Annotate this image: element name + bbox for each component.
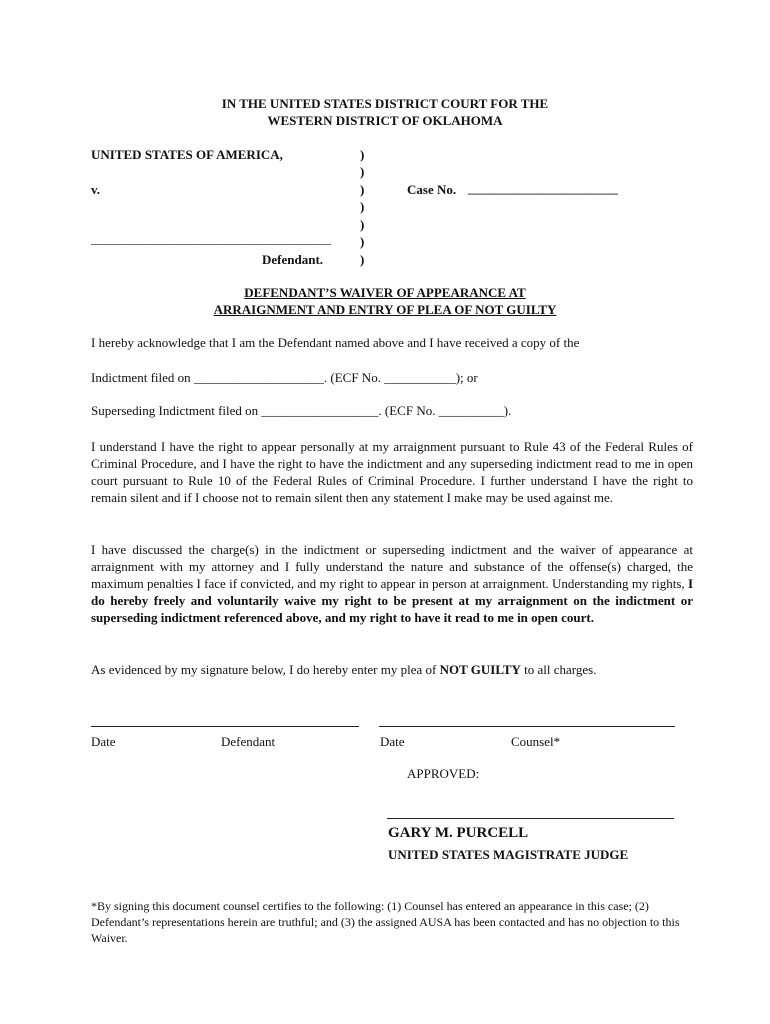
waiver-paragraph-text: I have discussed the charge(s) in the indictment or superseding indictment and the waiver of appearance at arraignment with my attorney and I fully understand the nature and substance of the offense(s) charged, the maximum penalties I face if convicted, and my right to appear in person at arraignment. Understanding my rights,: [91, 542, 693, 591]
caption-paren: ): [360, 217, 365, 232]
court-heading-line2: WESTERN DISTRICT OF OKLAHOMA: [267, 113, 503, 128]
acknowledgement-text: I hereby acknowledge that I am the Defendant named above and I have received a copy of the: [91, 335, 580, 350]
waiver-paragraph-emphasis: I do hereby freely and voluntarily waive my right to be present at my arraignment on the indictment or superseding indictment referenced above, and my right to have it read to me in open court.: [91, 576, 693, 625]
defendant-caption-label: Defendant.: [262, 252, 324, 267]
case-number-blank[interactable]: _________________________: [468, 182, 618, 196]
document-title-line2: ARRAIGNMENT AND ENTRY OF PLEA OF NOT GUILTY: [213, 302, 557, 317]
versus-label: v.: [91, 182, 101, 197]
caption-paren: ): [360, 234, 365, 249]
caption-paren: ): [360, 147, 365, 162]
indictment-filed-line[interactable]: Indictment filed on ____________________. (ECF No. ___________); or: [91, 370, 478, 385]
counsel-signature-line[interactable]: [379, 726, 675, 727]
defendant-date-label: Date: [91, 734, 116, 749]
waiver-paragraph: [91, 541, 693, 626]
plea-not-guilty: NOT GUILTY: [439, 662, 521, 677]
caption-paren: ): [360, 252, 365, 267]
caption-paren: ): [360, 164, 365, 179]
plea-statement: [91, 662, 596, 678]
approved-label: APPROVED:: [407, 766, 480, 781]
case-number-label: Case No.: [407, 182, 457, 197]
plea-statement-text: As evidenced by my signature below, I do hereby enter my plea of: [91, 662, 440, 677]
counsel-certification-footnote: *By signing this document counsel certifies to the following: (1) Counsel has entered an appearance in this case; (2) Defendant’s representations herein are truthful; and (3) the assigned AUSA has been contacted and has no objection to this Waiver.: [91, 899, 680, 945]
rights-paragraph: I understand I have the right to appear personally at my arraignment pursuant to Rule 43 of the Federal Rules of Criminal Procedure, and I have the right to have the indictment and any superseding indictment read to me in open court pursuant to Rule 10 of the Federal Rules of Criminal Procedure. I further understand I have the right to remain silent and if I choose not to remain silent then any statement I make may be used against me.: [91, 439, 693, 505]
judge-name: GARY M. PURCELL: [388, 825, 529, 841]
counsel-signature-label: Counsel*: [511, 734, 561, 749]
caption-paren: ): [360, 199, 365, 214]
caption-paren: ): [360, 182, 365, 197]
defendant-signature-label: Defendant: [221, 734, 276, 749]
judge-title: UNITED STATES MAGISTRATE JUDGE: [388, 847, 629, 862]
document-title-line1: DEFENDANT’S WAIVER OF APPEARANCE AT: [244, 285, 526, 300]
court-heading-line1: IN THE UNITED STATES DISTRICT COURT FOR THE: [221, 96, 549, 111]
defendant-name-blank[interactable]: ________________________________________: [91, 232, 331, 246]
counsel-date-label: Date: [380, 734, 405, 749]
judge-signature-line[interactable]: [387, 818, 674, 819]
plea-statement-end: to all charges.: [520, 662, 597, 677]
superseding-indictment-line[interactable]: Superseding Indictment filed on __________________. (ECF No. __________).: [91, 403, 512, 418]
plaintiff-name: UNITED STATES OF AMERICA,: [91, 147, 283, 162]
defendant-signature-line[interactable]: [91, 726, 359, 727]
